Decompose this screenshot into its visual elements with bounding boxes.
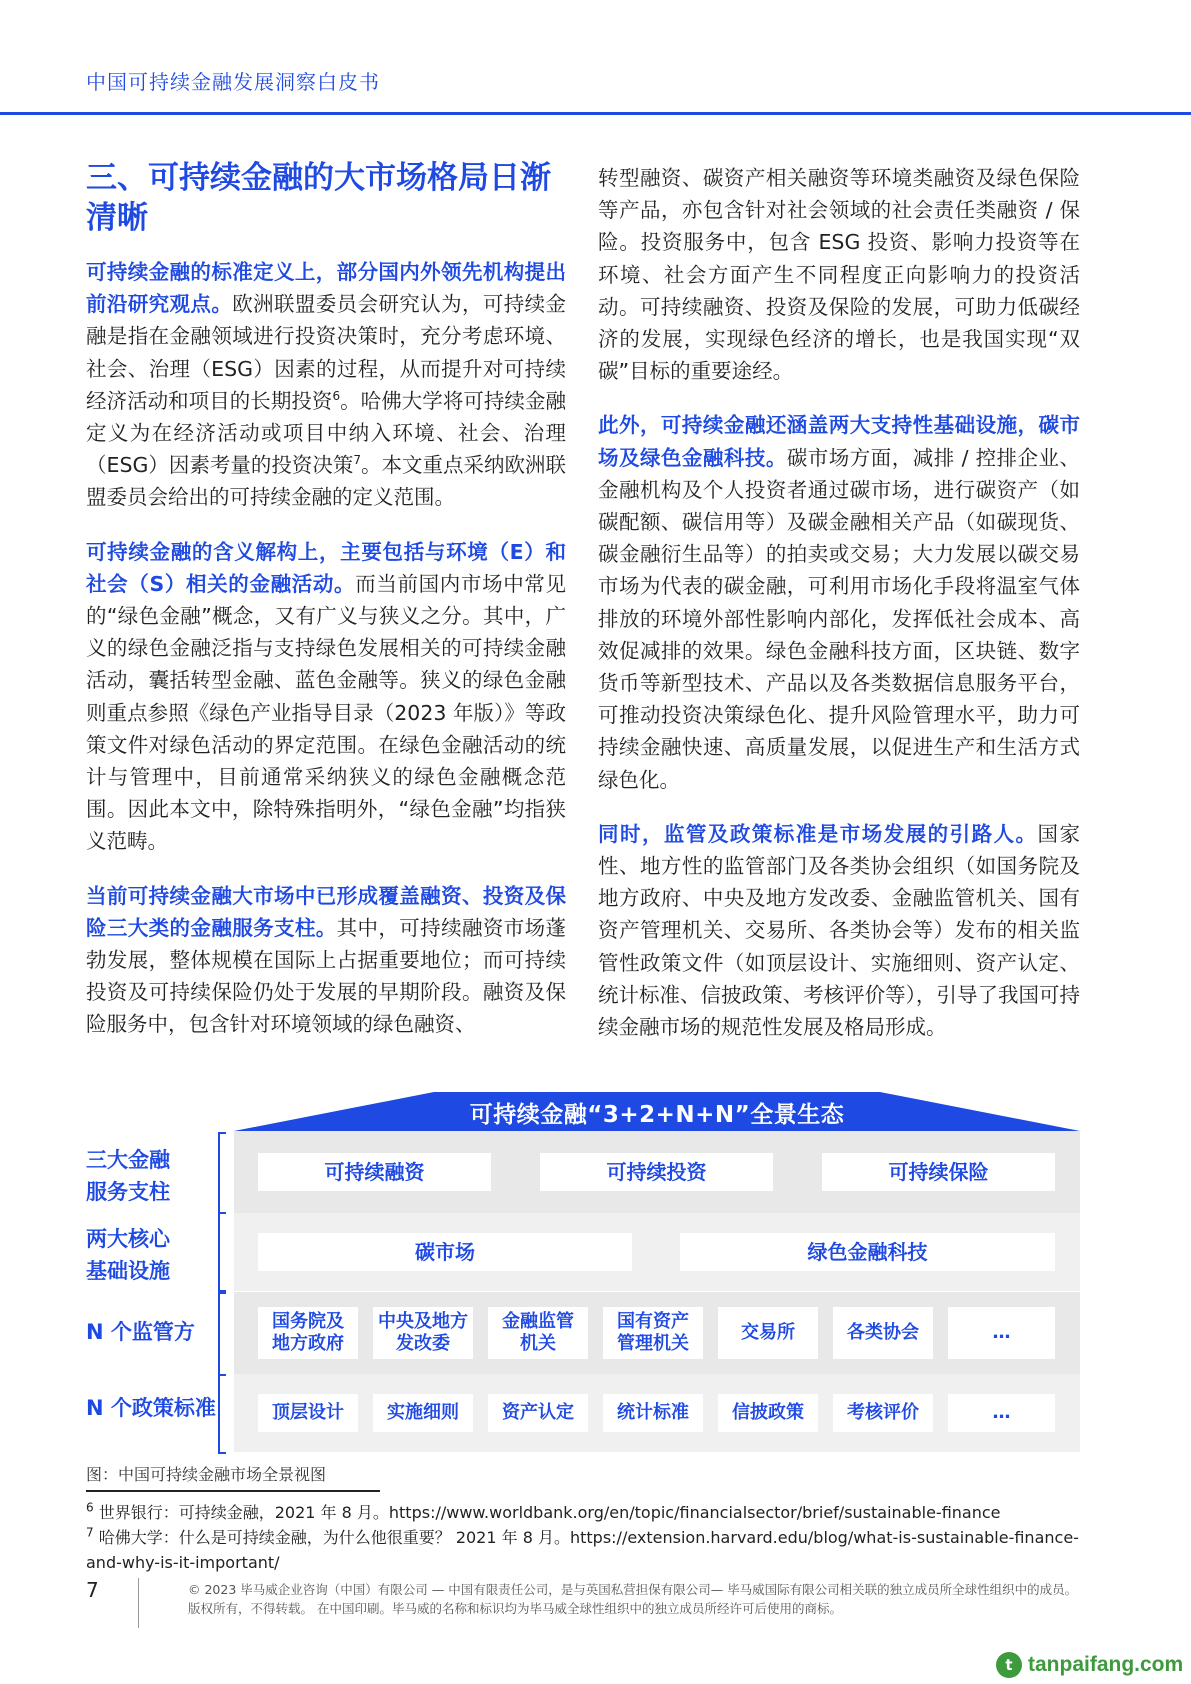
- paragraph-lead: 可持续金融的标准定义上，部分国内外领先机构提出前沿研究观点。: [86, 260, 566, 317]
- watermark: [996, 1652, 1183, 1678]
- row-label-infrastructure: [86, 1223, 170, 1287]
- footnote-item: [86, 1525, 1086, 1575]
- policy-more: …: [948, 1394, 1055, 1432]
- row-label-policies: [86, 1392, 216, 1424]
- regulator-more: …: [948, 1307, 1055, 1359]
- row-band-policies: [234, 1374, 1080, 1452]
- row-label-line: N 个监管方: [86, 1320, 195, 1344]
- paragraph-meaning: [86, 536, 566, 858]
- figure-caption: 图：中国可持续金融市场全景视图: [86, 1465, 327, 1484]
- regulator-exchange: 交易所: [718, 1307, 818, 1359]
- paragraph-definition: [86, 256, 566, 514]
- regulator-associations: 各类协会: [833, 1307, 933, 1359]
- paragraph-text: 。本文重点采纳欧洲联盟委员会给出的可持续金融的定义范围。: [86, 453, 566, 510]
- paragraph-pillars: [86, 880, 566, 1041]
- row-label-line: 服务支柱: [86, 1180, 170, 1204]
- paragraph-text: 而当前国内市场中常见的“绿色金融”概念，又有广义与狭义之分。其中，广义的绿色金融泛指与支持绿色发展相关的可持续金融活动，囊括转型金融、蓝色金融等。狭义的绿色金融则重点参照《绿色产业指导目录（2023 年版）》等政策文件对绿色活动的界定范围。在绿色金融活动的统计与管理中，目前通常采纳狭义的绿色金融概念范围。因此本文中，除特殊指明外，“绿色金融”均指狭义范畴。: [86, 571, 567, 854]
- row-band-pillars: [234, 1131, 1080, 1213]
- pillar-insurance: 可持续保险: [822, 1153, 1055, 1191]
- item-line: 发改委: [396, 1333, 450, 1354]
- row-band-infrastructure: [234, 1213, 1080, 1291]
- document-title: 中国可持续金融发展洞察白皮书: [86, 70, 380, 94]
- paragraph-text: 碳市场方面，减排 / 控排企业、金融机构及个人投资者通过碳市场，进行碳资产（如碳配额、碳信用等）及碳金融相关产品（如碳现货、碳金融衍生品等）的拍卖或交易；大力发展以碳交易市场为代表的碳金融，可利用市场化手段将温室气体排放的环境外部性影响内部化，发挥低社会成本、高效促减排的效果。绿色金融科技方面，区块链、数字货币等新型技术、产品以及各类数据信息服务平台，可推动投资决策绿色化、提升风险管理水平，助力可持续金融快速、高质量发展，以促进生产和生活方式绿色化。: [598, 445, 1080, 792]
- footnote-divider: [86, 1490, 380, 1492]
- row-label-regulators: [86, 1316, 195, 1348]
- item-line: 国有资产: [617, 1311, 689, 1332]
- watermark-text: tanpaifang.com: [1028, 1653, 1184, 1676]
- copyright-line: © 2023 毕马威企业咨询（中国）有限公司 — 中国有限责任公司，是与英国私营担保有限公司— 毕马威国际有限公司相关联的独立成员所全球性组织中的成员。: [188, 1582, 1078, 1597]
- pillar-investment: 可持续投资: [540, 1153, 773, 1191]
- footer-divider: [138, 1578, 139, 1628]
- item-line: 机关: [520, 1333, 556, 1354]
- paragraph-lead: 当前可持续金融大市场中已形成覆盖融资、投资及保险三大类的金融服务支柱。: [86, 883, 566, 940]
- paragraph-text: 转型融资、碳资产相关融资等环境类融资及绿色保险等产品，亦包含针对社会领域的社会责任类融资 / 保险。投资服务中，包含 ESG 投资、影响力投资等在环境、社会方面产生不同程度正向影响力的投资活动。可持续融资、投资及保险的发展，可助力低碳经济的发展，实现绿色经济的增长，也是我国实现“双碳”目标的重要途经。: [598, 166, 1080, 384]
- policy-disclosure: 信披政策: [718, 1394, 818, 1432]
- footnote-ref[interactable]: 6: [332, 388, 341, 403]
- row-bracket: [218, 1374, 226, 1454]
- row-bracket: [218, 1132, 226, 1214]
- paragraph-text: 欧洲联盟委员会研究认为，可持续金融是指在金融领域进行投资决策时，充分考虑环境、社会、治理（ESG）因素的过程，从而提升对可持续经济活动和项目的长期投资: [86, 292, 567, 413]
- row-label-line: N 个政策标准: [86, 1396, 216, 1420]
- row-bracket: [218, 1212, 226, 1292]
- section-heading: 三、可持续金融的大市场格局日渐清晰: [86, 160, 551, 236]
- item-line: 国务院及: [272, 1311, 344, 1332]
- paragraph-infrastructure: [598, 409, 1080, 795]
- footnote-ref[interactable]: 7: [353, 453, 361, 468]
- footnote-text[interactable]: 哈佛大学：什么是可持续金融，为什么他很重要？ 2021 年 8 月。https://extension.harvard.edu/blog/what-is-sustainable-finance-and-why-is-it-important/: [86, 1528, 1079, 1572]
- infra-green-fintech: 绿色金融科技: [680, 1233, 1055, 1271]
- paragraph-lead: 此外，可持续金融还涵盖两大支持性基础设施，碳市场及绿色金融科技。: [598, 413, 1080, 470]
- footnotes: [86, 1500, 1086, 1575]
- paragraph-text: 。哈佛大学将可持续金融定义为在经济活动或项目中纳入环境、社会、治理（ESG）因素考量的投资决策: [86, 388, 567, 478]
- policy-implementation: 实施细则: [373, 1394, 473, 1432]
- paragraph-products: [598, 162, 1080, 387]
- footnote-item: [86, 1500, 1086, 1525]
- leaf-icon: t: [996, 1652, 1022, 1678]
- row-label-pillars: [86, 1144, 170, 1208]
- paragraph-text: 其中，可持续融资市场蓬勃发展，整体规模在国际上占据重要地位；而可持续投资及可持续保险仍处于发展的早期阶段。融资及保险服务中，包含针对环境领域的绿色融资、: [86, 915, 567, 1037]
- row-label-line: 三大金融: [86, 1148, 170, 1172]
- item-line: 管理机关: [617, 1333, 689, 1354]
- policy-asset-recognition: 资产认定: [488, 1394, 588, 1432]
- infra-carbon-market: 碳市场: [258, 1233, 632, 1271]
- paragraph-lead: 可持续金融的含义解构上，主要包括与环境（E）和社会（S）相关的金融活动。: [86, 539, 566, 596]
- policy-evaluation: 考核评价: [833, 1394, 933, 1432]
- footnote-number: 6: [86, 1500, 94, 1515]
- item-line: 金融监管: [502, 1311, 574, 1332]
- copyright-notice: [188, 1580, 1088, 1618]
- row-band-regulators: [234, 1292, 1080, 1374]
- policy-statistics: 统计标准: [603, 1394, 703, 1432]
- diagram-title: 可持续金融“3+2+N+N”全景生态: [469, 1102, 845, 1128]
- row-label-line: 基础设施: [86, 1259, 170, 1283]
- footnote-number: 7: [86, 1525, 94, 1540]
- footnote-text[interactable]: 世界银行：可持续金融，2021 年 8 月。https://www.worldbank.org/en/topic/financialsector/brief/sustainable-finance: [98, 1503, 1001, 1522]
- page-number: 7: [86, 1578, 99, 1602]
- paragraph-lead: 同时，监管及政策标准是市场发展的引路人。: [598, 821, 1038, 846]
- item-line: 地方政府: [272, 1333, 344, 1354]
- right-column: [598, 162, 1080, 1065]
- copyright-line: 版权所有，不得转载。 在中国印刷。毕马威的名称和标识均为毕马威全球性组织中的独立成员所经许可后使用的商标。: [188, 1601, 842, 1616]
- left-column: [86, 158, 566, 1063]
- page-header: [0, 0, 1191, 115]
- pillar-financing: 可持续融资: [258, 1153, 491, 1191]
- ecosystem-diagram: [86, 1092, 1080, 1472]
- regulator-state-assets: [603, 1307, 703, 1359]
- regulator-ndrc: [373, 1307, 473, 1359]
- policy-top-design: 顶层设计: [258, 1394, 358, 1432]
- item-line: 中央及地方: [378, 1311, 468, 1332]
- paragraph-regulation: [598, 818, 1080, 1043]
- row-bracket: [218, 1292, 226, 1376]
- paragraph-text: 国家性、地方性的监管部门及各类协会组织（如国务院及地方政府、中央及地方发改委、金融监管机关、国有资产管理机关、交易所、各类协会等）发布的相关监管性政策文件（如顶层设计、实施细则、资产认定、统计标准、信披政策、考核评价等），引导了我国可持续金融市场的规范性发展及格局形成。: [598, 821, 1081, 1040]
- regulator-financial: [488, 1307, 588, 1359]
- regulator-state-council: [258, 1307, 358, 1359]
- row-label-line: 两大核心: [86, 1227, 170, 1251]
